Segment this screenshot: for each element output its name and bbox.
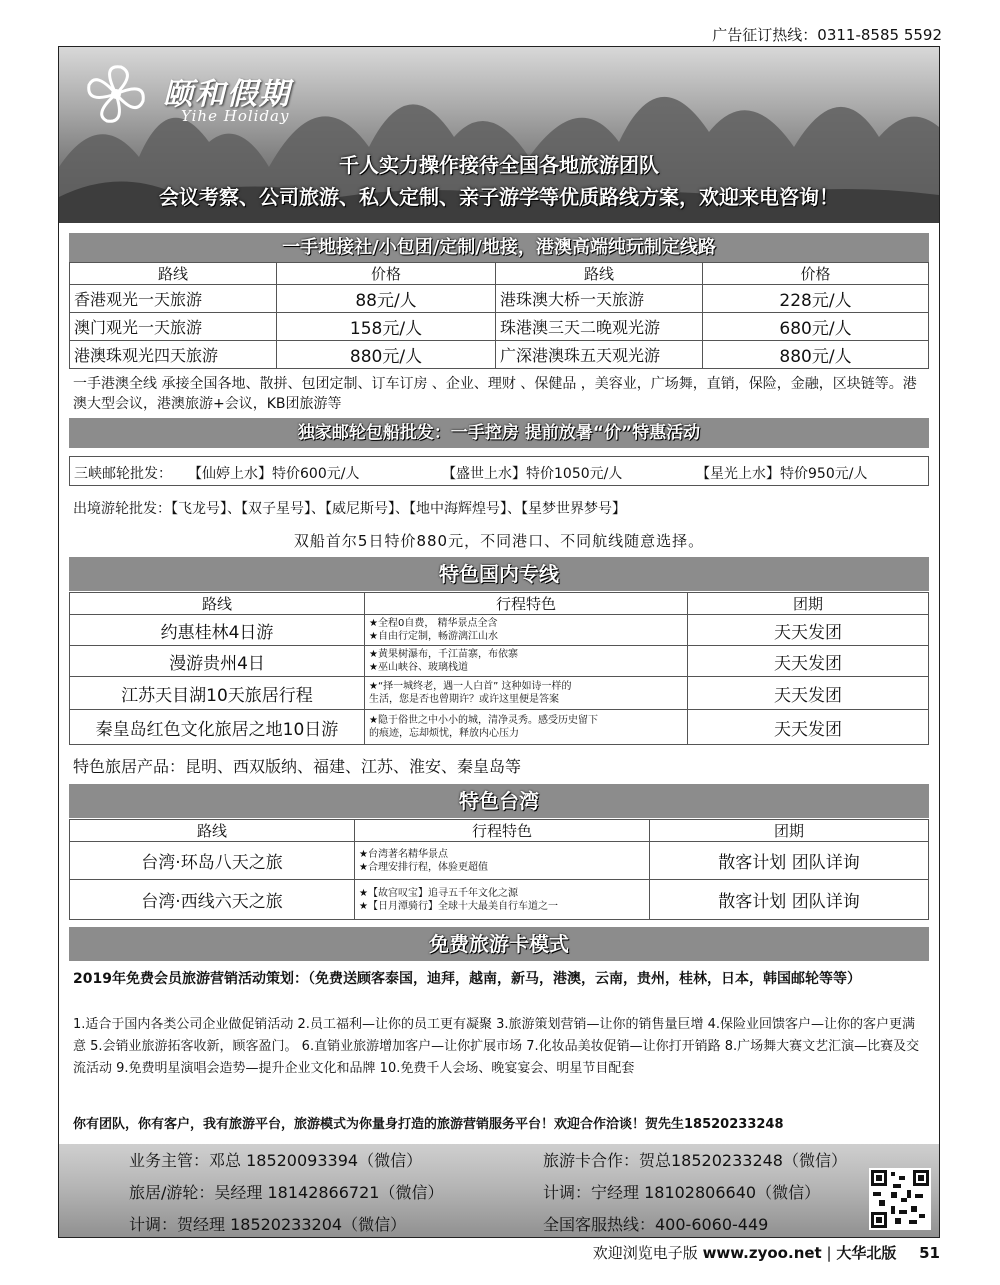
section-free-card-title: 免费旅游卡模式	[69, 927, 929, 961]
feature-line: ★合理安排行程，体验更超值	[359, 861, 488, 873]
feature-line: ★【日月潭骑行】全球十大最美自行车道之一	[359, 900, 558, 912]
taiwan-routes-table	[69, 819, 929, 920]
route-features	[355, 880, 650, 920]
section-domestic-title: 特色国内专线	[69, 557, 929, 591]
col-schedule: 团期	[688, 593, 929, 615]
route-name: 约惠桂林4日游	[70, 615, 365, 646]
feature-line: 的痕迹，忘却烦忧，释放内心压力	[369, 728, 519, 739]
feature-line: 生活，您是否也曾期许？或许这里便是答案	[369, 694, 559, 705]
logo-text-en: Yihe Holiday	[181, 107, 290, 125]
route-name: 广深港澳珠五天观光游	[496, 341, 703, 369]
qr-code-icon	[871, 1170, 929, 1228]
contact-cruise: 旅居/游轮：吴经理 18142866721（微信）	[129, 1183, 444, 1202]
route-name: 珠港澳三天二晚观光游	[496, 313, 703, 341]
cruise-item: 【仙婷上水】特价600元/人	[188, 466, 360, 482]
route-features	[365, 615, 688, 646]
outbound-cruise-line: 出境游轮批发：【飞龙号】、【双子星号】、【威尼斯号】、【地中海辉煌号】、【星梦世界梦号】	[73, 501, 626, 517]
route-price: 880元/人	[277, 341, 496, 369]
table-row	[70, 677, 929, 710]
cruise-item: 【盛世上水】特价1050元/人	[442, 466, 623, 482]
table-row	[70, 842, 929, 880]
section-hk-macau-title: 一手地接社/小包团/定制/地接，港澳高端纯玩制定线路	[69, 233, 929, 262]
route-price: 228元/人	[703, 285, 929, 313]
route-name: 江苏天目湖10天旅居行程	[70, 677, 365, 710]
route-price: 680元/人	[703, 313, 929, 341]
feature-line: ★“择一城终老，遇一人白首” 这种如诗一样的	[369, 681, 572, 692]
footer-welcome: 欢迎浏览电子版	[592, 1244, 698, 1262]
route-schedule: 散客计划 团队详询	[650, 842, 929, 880]
cruise-label: 三峡邮轮批发：	[74, 466, 172, 482]
col-features: 行程特色	[365, 593, 688, 615]
footer-site-link[interactable]: www.zyoo.net	[702, 1244, 822, 1262]
free-card-subtitle: 2019年免费会员旅游营销活动策划：（免费送顾客泰国，迪拜，越南，新马，港澳，云南，贵州，桂林，日本，韩国邮轮等等）	[73, 971, 861, 987]
domestic-routes-table	[69, 592, 929, 745]
route-price: 880元/人	[703, 341, 929, 369]
route-name: 港珠澳大桥一天旅游	[496, 285, 703, 313]
col-route: 路线	[70, 263, 277, 285]
contact-planner-he: 计调：贺经理 18520233204（微信）	[129, 1215, 407, 1234]
col-route: 路线	[496, 263, 703, 285]
contact-planner-ning: 计调：宁经理 18102806640（微信）	[543, 1183, 821, 1202]
table-row	[70, 285, 929, 313]
col-features: 行程特色	[355, 820, 650, 842]
feature-line: ★巫山峡谷、玻璃栈道	[369, 662, 468, 673]
table-row	[70, 880, 929, 920]
route-name: 漫游贵州4日	[70, 646, 365, 677]
table-row	[70, 313, 929, 341]
feature-line: ★【故宫叹宝】追寻五千年文化之源	[359, 887, 518, 899]
route-features	[365, 710, 688, 745]
route-name: 香港观光一天旅游	[70, 285, 277, 313]
cruise-item: 【星光上水】特价950元/人	[696, 466, 868, 482]
col-route: 路线	[70, 593, 365, 615]
feature-line: ★黄果树瀑布，千江苗寨，布依寨	[369, 649, 518, 660]
residence-products: 特色旅居产品：昆明、西双版纳、福建、江苏、淮安、秦皇岛等	[73, 757, 522, 776]
feature-line: ★全程0自费， 精华景点全含	[369, 618, 498, 629]
free-card-benefits: 1.适合于国内各类公司企业做促销活动 2.员工福利—让你的员工更有凝聚 3.旅游策划营销—让你的销售量巨增 4.保险业回馈客户—让你的客户更满意 5.会销业旅游拓客收新，顾客盈门。 6.直销业旅游增加客户—让你扩展市场 7.化妆品美妆促销—让你打开销路 8.广场舞大赛文艺汇演—比赛及交流活动 9.免费明星演唱会造势—提升企业文化和品牌 10.免费千人会场、晚宴宴会、明星节目配套	[73, 1017, 920, 1076]
logo	[81, 59, 321, 129]
section-cruise-title: 独家邮轮包船批发：一手控房 提前放暑“价”特惠活动	[69, 418, 929, 448]
flower-logo-icon	[81, 59, 151, 129]
table-row	[70, 341, 929, 369]
free-card-cooperation: 你有团队，你有客户，我有旅游平台，旅游模式为你量身打造的旅游营销服务平台！欢迎合作洽谈！贺先生18520233248	[73, 1117, 784, 1132]
seoul-cruise-offer: 双船首尔5日特价880元，不同港口、不同航线随意选择。	[293, 532, 705, 550]
contact-card: 旅游卡合作：贺总18520233248（微信）	[543, 1151, 847, 1170]
ad-frame	[58, 46, 940, 1238]
route-schedule: 天天发团	[688, 677, 929, 710]
route-features	[365, 646, 688, 677]
route-features	[365, 677, 688, 710]
route-name: 台湾·西线六天之旅	[70, 880, 355, 920]
route-name: 澳门观光一天旅游	[70, 313, 277, 341]
ad-hotline: 广告征订热线：0311-8585 5592	[712, 26, 942, 44]
hk-macau-description: 一手港澳全线 承接全国各地、散拼、包团定制、订车订房 、企业、理财 、保健品 ，美容业，广场舞，直销，保险，金融，区块链等。港澳大型会议，港澳旅游+会议，KB团旅游等	[73, 376, 917, 412]
qr-code	[869, 1168, 931, 1230]
contact-service-hotline: 全国客服热线：400-6060-449	[543, 1215, 769, 1234]
footer-edition: 大华北版	[836, 1244, 897, 1262]
feature-line: ★自由行定制，畅游漓江山水	[369, 631, 498, 642]
route-features	[355, 842, 650, 880]
table-row	[70, 646, 929, 677]
feature-line: ★隐于俗世之中小小的城，清净灵秀。感受历史留下	[369, 715, 598, 726]
table-row	[70, 710, 929, 745]
route-name: 港澳珠观光四天旅游	[70, 341, 277, 369]
footer-divider: |	[826, 1244, 837, 1262]
contact-panel	[59, 1144, 939, 1238]
route-schedule: 天天发团	[688, 710, 929, 745]
col-schedule: 团期	[650, 820, 929, 842]
route-schedule: 散客计划 团队详询	[650, 880, 929, 920]
three-gorges-cruise-row	[69, 456, 929, 486]
hero-subheadline: 会议考察、公司旅游、私人定制、亲子游学等优质路线方案，欢迎来电咨询！	[159, 185, 839, 209]
feature-line: ★台湾著名精华景点	[359, 848, 448, 860]
page-number: 51	[919, 1244, 940, 1262]
col-route: 路线	[70, 820, 355, 842]
route-price: 88元/人	[277, 285, 496, 313]
logo-text-cn: 颐和假期	[163, 77, 291, 112]
route-schedule: 天天发团	[688, 646, 929, 677]
col-price: 价格	[703, 263, 929, 285]
hero-headline: 千人实力操作接待全国各地旅游团队	[339, 153, 659, 177]
section-taiwan-title: 特色台湾	[69, 784, 929, 818]
route-schedule: 天天发团	[688, 615, 929, 646]
route-name: 秦皇岛红色文化旅居之地10日游	[70, 710, 365, 745]
route-price: 158元/人	[277, 313, 496, 341]
hk-macau-price-table	[69, 262, 929, 369]
route-name: 台湾·环岛八天之旅	[70, 842, 355, 880]
page-footer	[593, 1242, 940, 1263]
col-price: 价格	[277, 263, 496, 285]
contact-business: 业务主管：邓总 18520093394（微信）	[129, 1151, 423, 1170]
table-row	[70, 615, 929, 646]
hero-banner	[59, 47, 939, 223]
